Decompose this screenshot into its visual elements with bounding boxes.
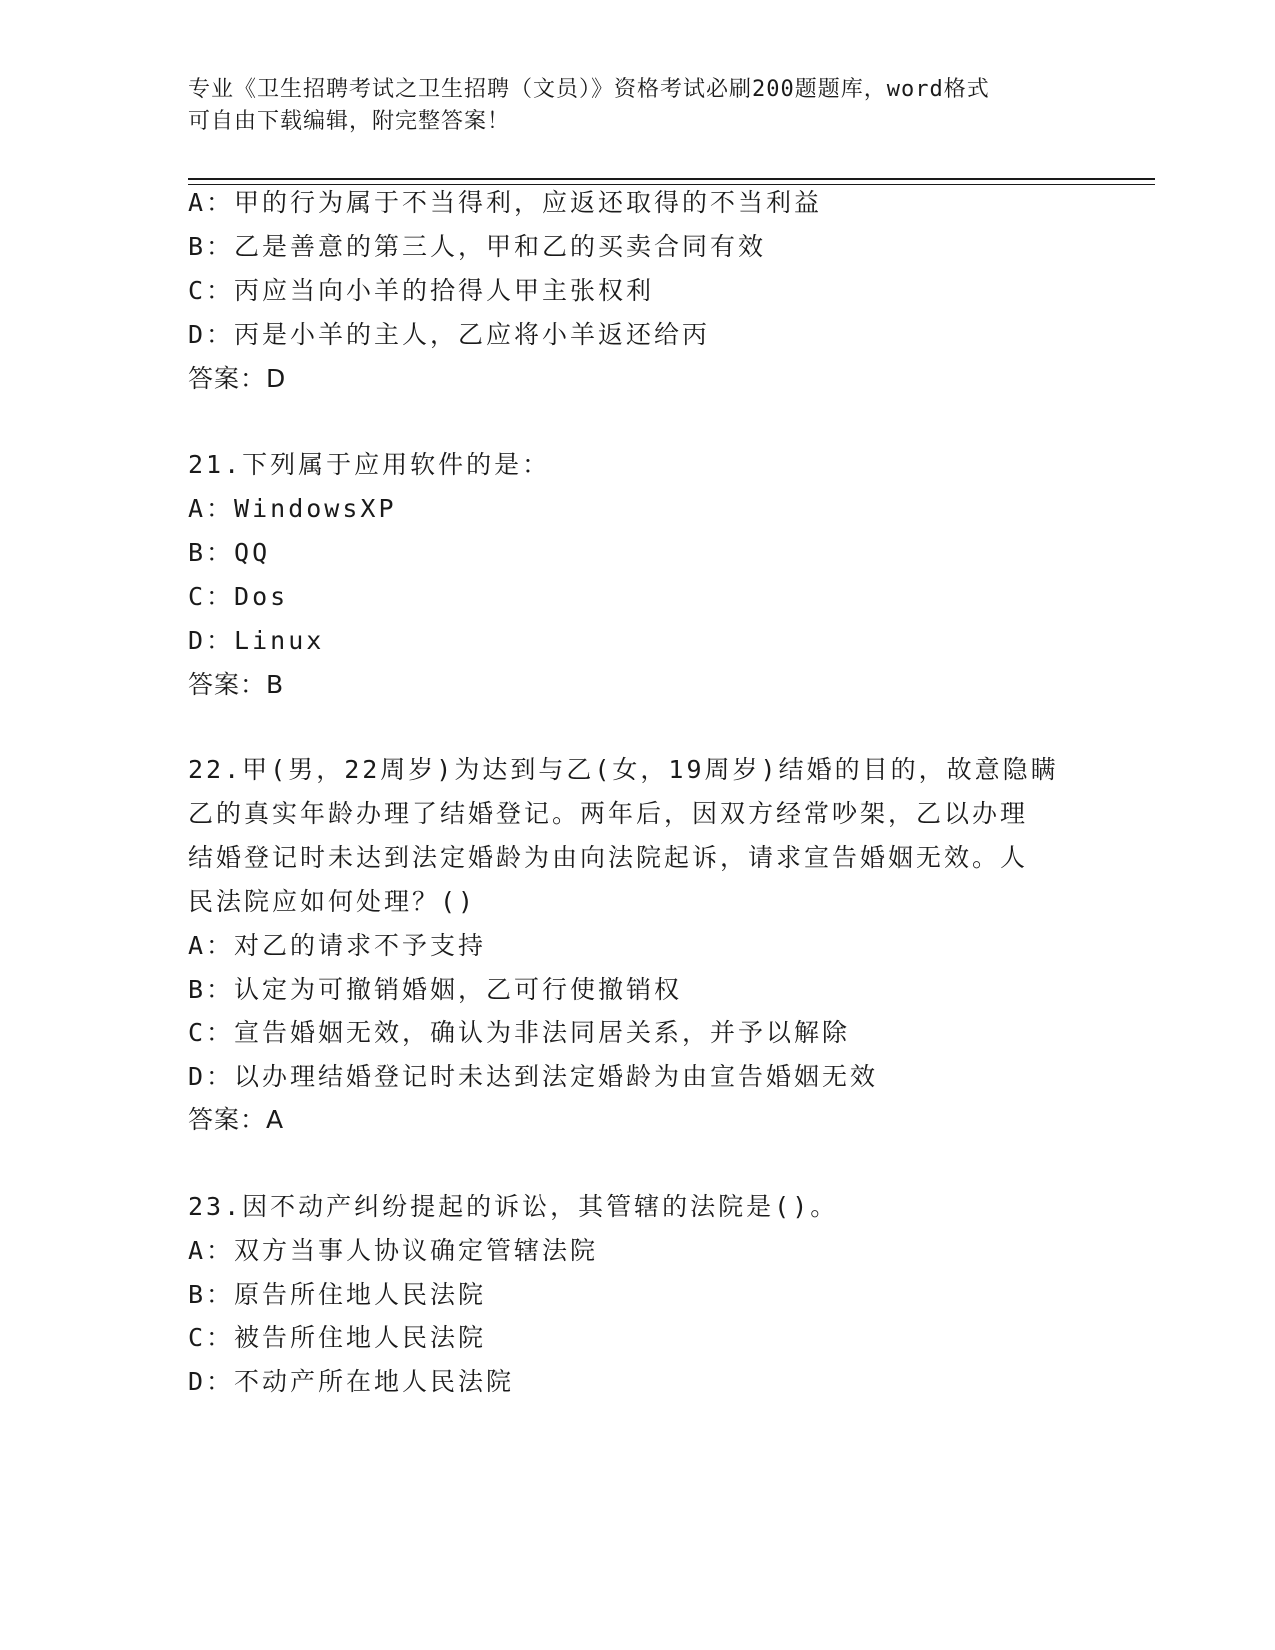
- prev-option-a: A：甲的行为属于不当得利，应返还取得的不当利益: [188, 188, 823, 217]
- q22-option-b: B：认定为可撤销婚姻，乙可行使撤销权: [188, 975, 683, 1004]
- prev-option-c: C：丙应当向小羊的拾得人甲主张权利: [188, 276, 655, 305]
- prev-option-b: B：乙是善意的第三人，甲和乙的买卖合同有效: [188, 232, 767, 261]
- q22-answer: 答案：A: [188, 1105, 285, 1134]
- q21-answer: 答案：B: [188, 670, 285, 699]
- q21-option-b: B：QQ: [188, 538, 271, 567]
- header-divider-thick: [188, 178, 1155, 180]
- header-line-1: 专业《卫生招聘考试之卫生招聘（文员）》资格考试必刷200题题库，word格式: [188, 77, 990, 102]
- q22-option-c: C：宣告婚姻无效，确认为非法同居关系，并予以解除: [188, 1018, 851, 1047]
- header-divider-thin: [188, 184, 1155, 185]
- q22-option-a: A：对乙的请求不予支持: [188, 931, 487, 960]
- document-header: [188, 74, 1088, 138]
- q21-option-d: D：Linux: [188, 626, 325, 655]
- q21-stem: 21.下列属于应用软件的是：: [188, 450, 551, 479]
- q22-stem-line-1: 22.甲(男，22周岁)为达到与乙(女，19周岁)结婚的目的，故意隐瞒: [188, 755, 1059, 784]
- q23-option-a: A：双方当事人协议确定管辖法院: [188, 1236, 599, 1265]
- q23-stem: 23.因不动产纠纷提起的诉讼，其管辖的法院是()。: [188, 1192, 839, 1221]
- q22-option-d: D：以办理结婚登记时未达到法定婚龄为由宣告婚姻无效: [188, 1062, 879, 1091]
- q21-option-c: C：Dos: [188, 582, 289, 611]
- prev-option-d: D：丙是小羊的主人，乙应将小羊返还给丙: [188, 320, 711, 349]
- q22-stem-line-2: 乙的真实年龄办理了结婚登记。两年后，因双方经常吵架，乙以办理: [188, 799, 1029, 828]
- q22-stem-line-3: 结婚登记时未达到法定婚龄为由向法院起诉，请求宣告婚姻无效。人: [188, 843, 1029, 872]
- q23-option-d: D：不动产所在地人民法院: [188, 1367, 515, 1396]
- q23-option-c: C：被告所住地人民法院: [188, 1323, 487, 1352]
- q23-option-b: B：原告所住地人民法院: [188, 1280, 487, 1309]
- prev-answer: 答案：D: [188, 364, 287, 393]
- q21-option-a: A：WindowsXP: [188, 494, 397, 523]
- header-line-2: 可自由下载编辑，附完整答案！: [188, 109, 511, 134]
- q22-stem-line-4: 民法院应如何处理？(): [188, 887, 477, 916]
